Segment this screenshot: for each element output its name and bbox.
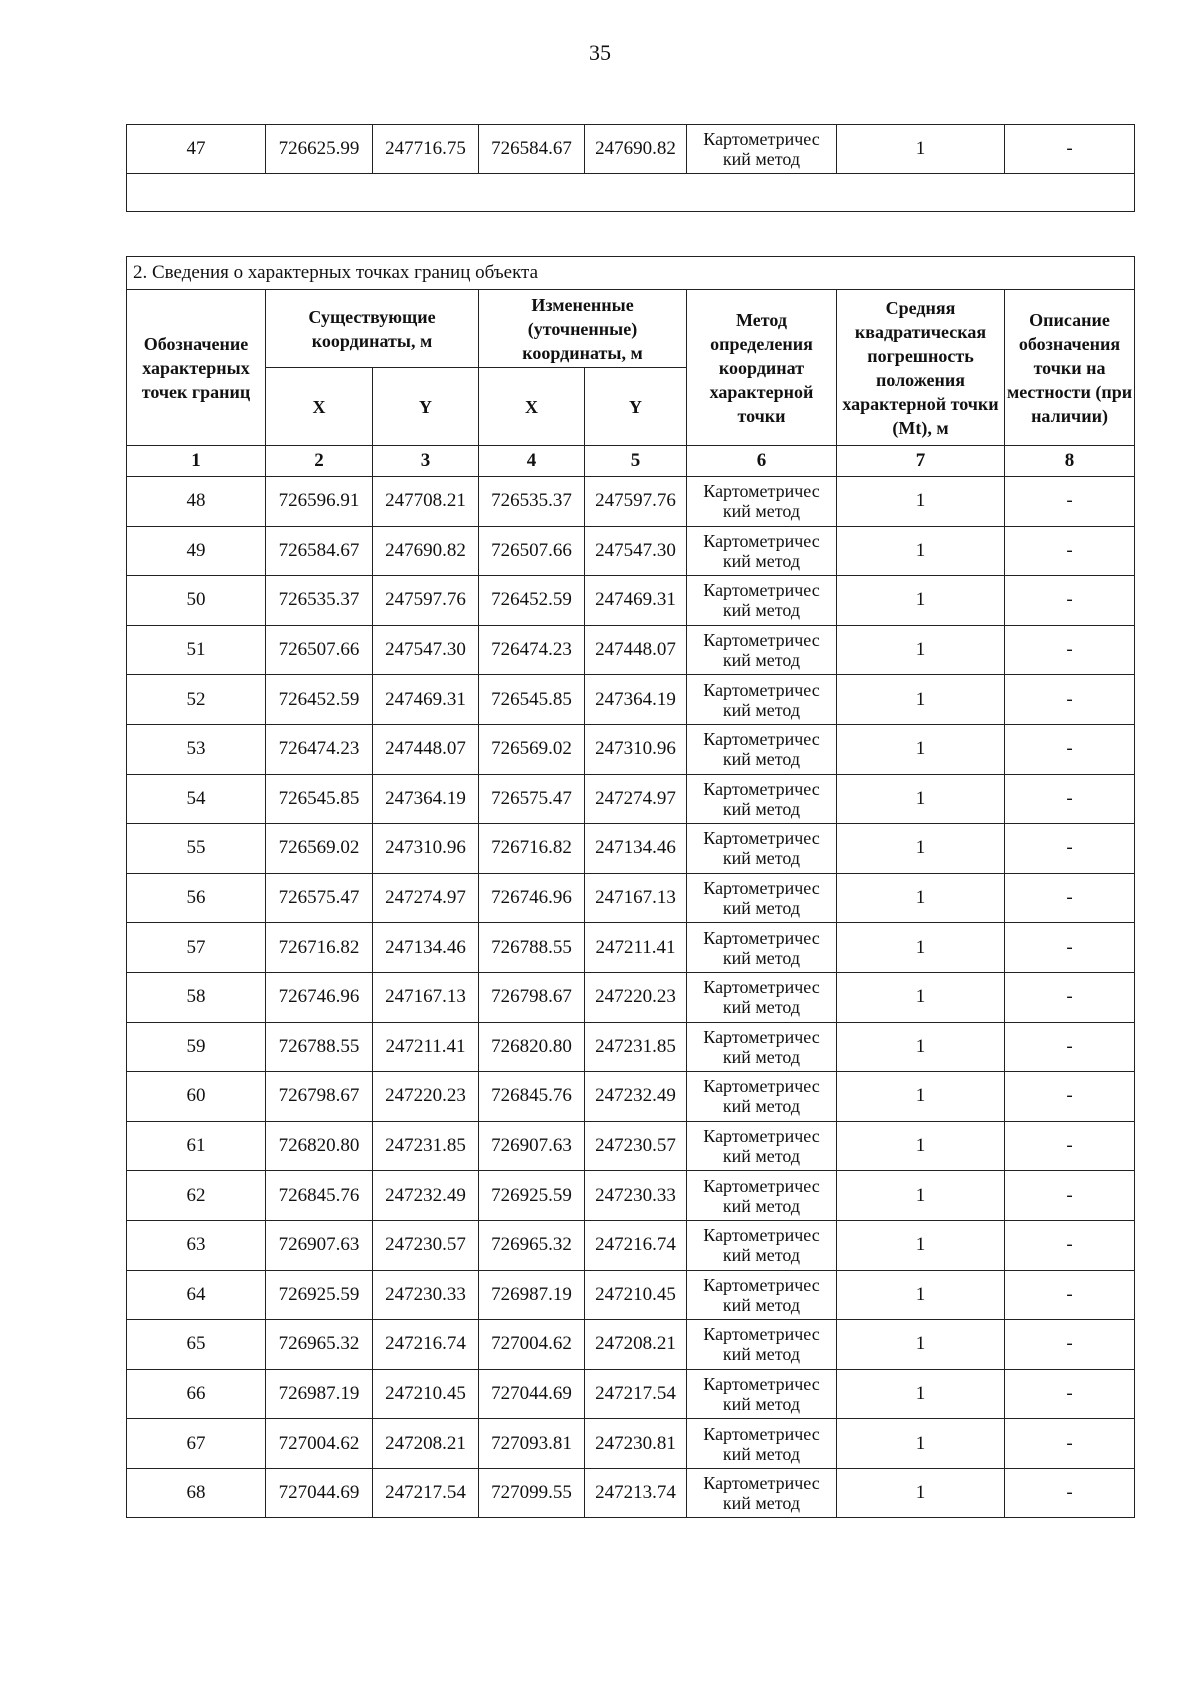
y-existing-cell: 247708.21 bbox=[373, 477, 479, 527]
x-existing-cell: 726746.96 bbox=[266, 972, 373, 1022]
method-line-2: кий метод bbox=[722, 1046, 801, 1067]
x-changed-cell: 727099.55 bbox=[479, 1468, 585, 1518]
y-changed-cell: 247310.96 bbox=[585, 724, 687, 774]
x-changed-cell: 727004.62 bbox=[479, 1320, 585, 1370]
method-line-2: кий метод bbox=[722, 1146, 801, 1167]
description-cell: - bbox=[1005, 1022, 1135, 1072]
method-line-2: кий метод bbox=[722, 1294, 801, 1315]
description-cell: - bbox=[1005, 1121, 1135, 1171]
method-line-2: кий метод bbox=[722, 898, 801, 919]
error-cell: 1 bbox=[837, 526, 1005, 576]
y-changed-cell: 247231.85 bbox=[585, 1022, 687, 1072]
y-existing-cell: 247208.21 bbox=[373, 1419, 479, 1469]
error-cell: 1 bbox=[837, 625, 1005, 675]
method-line-1: Картометричес bbox=[703, 1423, 820, 1444]
column-number: 5 bbox=[585, 446, 687, 477]
method-line-2: кий метод bbox=[722, 1344, 801, 1365]
method-cell bbox=[687, 1270, 837, 1320]
header-y-existing: Y bbox=[373, 368, 479, 446]
description-cell: - bbox=[1005, 526, 1135, 576]
header-point: Обозначение характерных точек границ bbox=[127, 290, 266, 446]
point-cell: 54 bbox=[127, 774, 266, 824]
y-existing-cell: 247231.85 bbox=[373, 1121, 479, 1171]
column-number: 7 bbox=[837, 446, 1005, 477]
point-cell: 60 bbox=[127, 1072, 266, 1122]
page-number: 35 bbox=[589, 40, 611, 65]
table-row bbox=[127, 774, 1135, 824]
method-cell bbox=[687, 1220, 837, 1270]
description-cell: - bbox=[1005, 972, 1135, 1022]
table-row bbox=[127, 576, 1135, 626]
table-row bbox=[127, 1468, 1135, 1518]
x-changed-cell: 726545.85 bbox=[479, 675, 585, 725]
column-number: 1 bbox=[127, 446, 266, 477]
y-existing-cell: 247216.74 bbox=[373, 1320, 479, 1370]
point-cell: 51 bbox=[127, 625, 266, 675]
point-cell: 59 bbox=[127, 1022, 266, 1072]
description-cell: - bbox=[1005, 1468, 1135, 1518]
y-existing-cell: 247364.19 bbox=[373, 774, 479, 824]
error-cell: 1 bbox=[837, 1171, 1005, 1221]
x-existing-cell: 726575.47 bbox=[266, 873, 373, 923]
table-row bbox=[127, 972, 1135, 1022]
method-line-1: Картометричес bbox=[703, 828, 820, 849]
header-description: Описание обозначения точки на местности (при наличии) bbox=[1005, 290, 1135, 446]
x-changed-cell: 727093.81 bbox=[479, 1419, 585, 1469]
method-line-2: кий метод bbox=[722, 600, 801, 621]
method-line-1: Картометричес bbox=[703, 927, 820, 948]
x-existing-cell: 726798.67 bbox=[266, 1072, 373, 1122]
y-changed-cell: 247208.21 bbox=[585, 1320, 687, 1370]
header-existing: Существующие координаты, м bbox=[266, 290, 479, 368]
empty-row bbox=[127, 174, 1135, 212]
description-cell: - bbox=[1005, 873, 1135, 923]
description-cell: - bbox=[1005, 724, 1135, 774]
y-changed-cell: 247597.76 bbox=[585, 477, 687, 527]
method-line-2: кий метод bbox=[722, 1493, 801, 1514]
method-line-1: Картометричес bbox=[703, 1473, 820, 1494]
description-cell: - bbox=[1005, 1369, 1135, 1419]
table-row bbox=[127, 1369, 1135, 1419]
y-changed-cell: 247232.49 bbox=[585, 1072, 687, 1122]
method-line-1: Картометричес bbox=[703, 1373, 820, 1394]
y-changed-cell: 247217.54 bbox=[585, 1369, 687, 1419]
method-cell bbox=[687, 1320, 837, 1370]
y-changed-cell: 247167.13 bbox=[585, 873, 687, 923]
header-x-changed: X bbox=[479, 368, 585, 446]
x-existing-cell: 726625.99 bbox=[266, 125, 373, 174]
error-cell: 1 bbox=[837, 1320, 1005, 1370]
method-line-1: Картометричес bbox=[703, 1126, 820, 1147]
method-cell bbox=[687, 1171, 837, 1221]
error-cell: 1 bbox=[837, 724, 1005, 774]
method-cell bbox=[687, 125, 837, 174]
description-cell: - bbox=[1005, 1171, 1135, 1221]
method-line-2: кий метод bbox=[722, 1195, 801, 1216]
description-cell: - bbox=[1005, 1072, 1135, 1122]
description-cell: - bbox=[1005, 576, 1135, 626]
method-line-1: Картометричес bbox=[703, 679, 820, 700]
method-line-2: кий метод bbox=[722, 1096, 801, 1117]
point-cell: 58 bbox=[127, 972, 266, 1022]
y-existing-cell: 247597.76 bbox=[373, 576, 479, 626]
method-cell bbox=[687, 477, 837, 527]
x-existing-cell: 726788.55 bbox=[266, 1022, 373, 1072]
x-changed-cell: 726925.59 bbox=[479, 1171, 585, 1221]
table-row bbox=[127, 923, 1135, 973]
x-existing-cell: 726845.76 bbox=[266, 1171, 373, 1221]
y-existing-cell: 247469.31 bbox=[373, 675, 479, 725]
point-cell: 61 bbox=[127, 1121, 266, 1171]
section-title: 2. Сведения о характерных точках границ объекта bbox=[127, 257, 1135, 290]
method-cell bbox=[687, 576, 837, 626]
method-line-1: Картометричес bbox=[703, 1274, 820, 1295]
y-changed-cell: 247230.33 bbox=[585, 1171, 687, 1221]
x-existing-cell: 726507.66 bbox=[266, 625, 373, 675]
method-line-1: Картометричес bbox=[703, 729, 820, 750]
table-row bbox=[127, 625, 1135, 675]
y-existing-cell: 247217.54 bbox=[373, 1468, 479, 1518]
x-changed-cell: 726569.02 bbox=[479, 724, 585, 774]
point-cell: 52 bbox=[127, 675, 266, 725]
method-line-2: кий метод bbox=[722, 501, 801, 522]
x-changed-cell: 726845.76 bbox=[479, 1072, 585, 1122]
x-changed-cell: 726575.47 bbox=[479, 774, 585, 824]
point-cell: 67 bbox=[127, 1419, 266, 1469]
description-cell: - bbox=[1005, 824, 1135, 874]
point-cell: 56 bbox=[127, 873, 266, 923]
y-existing-cell: 247167.13 bbox=[373, 972, 479, 1022]
y-changed-cell: 247213.74 bbox=[585, 1468, 687, 1518]
method-line-1: Картометричес bbox=[703, 580, 820, 601]
method-cell bbox=[687, 724, 837, 774]
x-existing-cell: 726545.85 bbox=[266, 774, 373, 824]
method-line-2: кий метод bbox=[722, 947, 801, 968]
error-cell: 1 bbox=[837, 1022, 1005, 1072]
table-row bbox=[127, 873, 1135, 923]
x-existing-cell: 726907.63 bbox=[266, 1220, 373, 1270]
method-cell bbox=[687, 824, 837, 874]
x-changed-cell: 726798.67 bbox=[479, 972, 585, 1022]
method-cell bbox=[687, 1419, 837, 1469]
column-number: 8 bbox=[1005, 446, 1135, 477]
method-line-1: Картометричес bbox=[703, 129, 820, 149]
y-changed-cell: 247230.57 bbox=[585, 1121, 687, 1171]
point-cell: 65 bbox=[127, 1320, 266, 1370]
point-cell: 66 bbox=[127, 1369, 266, 1419]
x-existing-cell: 726452.59 bbox=[266, 675, 373, 725]
y-existing-cell: 247134.46 bbox=[373, 923, 479, 973]
table-row bbox=[127, 675, 1135, 725]
y-changed-cell: 247690.82 bbox=[585, 125, 687, 174]
y-existing-cell: 247716.75 bbox=[373, 125, 479, 174]
continuation-table bbox=[126, 124, 1135, 212]
method-line-2: кий метод bbox=[722, 650, 801, 671]
column-number: 3 bbox=[373, 446, 479, 477]
method-cell bbox=[687, 1121, 837, 1171]
table-row bbox=[127, 1220, 1135, 1270]
y-existing-cell: 247210.45 bbox=[373, 1369, 479, 1419]
x-existing-cell: 726474.23 bbox=[266, 724, 373, 774]
table-row bbox=[127, 1270, 1135, 1320]
x-existing-cell: 726925.59 bbox=[266, 1270, 373, 1320]
x-changed-cell: 726584.67 bbox=[479, 125, 585, 174]
method-cell bbox=[687, 923, 837, 973]
method-line-2: кий метод bbox=[722, 1245, 801, 1266]
y-existing-cell: 247547.30 bbox=[373, 625, 479, 675]
description-cell: - bbox=[1005, 774, 1135, 824]
header-x-existing: X bbox=[266, 368, 373, 446]
y-existing-cell: 247274.97 bbox=[373, 873, 479, 923]
x-changed-cell: 726987.19 bbox=[479, 1270, 585, 1320]
error-cell: 1 bbox=[837, 477, 1005, 527]
description-cell: - bbox=[1005, 923, 1135, 973]
x-changed-cell: 726907.63 bbox=[479, 1121, 585, 1171]
y-changed-cell: 247220.23 bbox=[585, 972, 687, 1022]
y-changed-cell: 247364.19 bbox=[585, 675, 687, 725]
point-cell: 64 bbox=[127, 1270, 266, 1320]
method-line-1: Картометричес bbox=[703, 977, 820, 998]
table-row bbox=[127, 1022, 1135, 1072]
table-row bbox=[127, 724, 1135, 774]
method-line-1: Картометричес bbox=[703, 530, 820, 551]
y-existing-cell: 247220.23 bbox=[373, 1072, 479, 1122]
method-line-1: Картометричес bbox=[703, 1324, 820, 1345]
description-cell: - bbox=[1005, 125, 1135, 174]
x-existing-cell: 726965.32 bbox=[266, 1320, 373, 1370]
x-changed-cell: 726965.32 bbox=[479, 1220, 585, 1270]
method-line-2: кий метод bbox=[722, 1443, 801, 1464]
table-row bbox=[127, 526, 1135, 576]
error-cell: 1 bbox=[837, 774, 1005, 824]
table-row bbox=[127, 1171, 1135, 1221]
method-line-2: кий метод bbox=[722, 699, 801, 720]
x-existing-cell: 727044.69 bbox=[266, 1468, 373, 1518]
description-cell: - bbox=[1005, 1320, 1135, 1370]
method-cell bbox=[687, 972, 837, 1022]
point-cell: 62 bbox=[127, 1171, 266, 1221]
error-cell: 1 bbox=[837, 972, 1005, 1022]
y-changed-cell: 247210.45 bbox=[585, 1270, 687, 1320]
column-number: 4 bbox=[479, 446, 585, 477]
method-line-1: Картометричес bbox=[703, 481, 820, 502]
point-cell: 53 bbox=[127, 724, 266, 774]
table-row bbox=[127, 477, 1135, 527]
table-row bbox=[127, 824, 1135, 874]
method-line-2: кий метод bbox=[722, 149, 801, 169]
y-changed-cell: 247274.97 bbox=[585, 774, 687, 824]
error-cell: 1 bbox=[837, 873, 1005, 923]
method-cell bbox=[687, 774, 837, 824]
method-line-1: Картометричес bbox=[703, 878, 820, 899]
y-existing-cell: 247310.96 bbox=[373, 824, 479, 874]
method-cell bbox=[687, 1022, 837, 1072]
method-line-2: кий метод bbox=[722, 550, 801, 571]
point-cell: 55 bbox=[127, 824, 266, 874]
error-cell: 1 bbox=[837, 125, 1005, 174]
error-cell: 1 bbox=[837, 1072, 1005, 1122]
method-cell bbox=[687, 1468, 837, 1518]
x-changed-cell: 726452.59 bbox=[479, 576, 585, 626]
x-changed-cell: 726788.55 bbox=[479, 923, 585, 973]
description-cell: - bbox=[1005, 1220, 1135, 1270]
y-existing-cell: 247448.07 bbox=[373, 724, 479, 774]
header-changed: Измененные (уточненные) координаты, м bbox=[479, 290, 687, 368]
y-existing-cell: 247230.33 bbox=[373, 1270, 479, 1320]
table-row bbox=[127, 1419, 1135, 1469]
method-cell bbox=[687, 526, 837, 576]
error-cell: 1 bbox=[837, 576, 1005, 626]
y-changed-cell: 247216.74 bbox=[585, 1220, 687, 1270]
method-cell bbox=[687, 625, 837, 675]
error-cell: 1 bbox=[837, 824, 1005, 874]
header-method: Метод определения координат характерной точки bbox=[687, 290, 837, 446]
y-existing-cell: 247230.57 bbox=[373, 1220, 479, 1270]
point-cell: 48 bbox=[127, 477, 266, 527]
point-cell: 63 bbox=[127, 1220, 266, 1270]
description-cell: - bbox=[1005, 625, 1135, 675]
description-cell: - bbox=[1005, 1270, 1135, 1320]
header-error: Средняя квадратическая погрешность положения характерной точки (Mt), м bbox=[837, 290, 1005, 446]
error-cell: 1 bbox=[837, 1220, 1005, 1270]
description-cell: - bbox=[1005, 477, 1135, 527]
method-cell bbox=[687, 675, 837, 725]
error-cell: 1 bbox=[837, 923, 1005, 973]
point-cell: 49 bbox=[127, 526, 266, 576]
error-cell: 1 bbox=[837, 1419, 1005, 1469]
x-changed-cell: 726507.66 bbox=[479, 526, 585, 576]
method-line-1: Картометричес bbox=[703, 630, 820, 651]
x-changed-cell: 726535.37 bbox=[479, 477, 585, 527]
y-changed-cell: 247230.81 bbox=[585, 1419, 687, 1469]
method-line-2: кий метод bbox=[722, 997, 801, 1018]
x-changed-cell: 726746.96 bbox=[479, 873, 585, 923]
method-cell bbox=[687, 873, 837, 923]
x-existing-cell: 726535.37 bbox=[266, 576, 373, 626]
y-changed-cell: 247469.31 bbox=[585, 576, 687, 626]
table-row bbox=[127, 1121, 1135, 1171]
point-cell: 47 bbox=[127, 125, 266, 174]
x-existing-cell: 726987.19 bbox=[266, 1369, 373, 1419]
y-changed-cell: 247134.46 bbox=[585, 824, 687, 874]
column-number: 6 bbox=[687, 446, 837, 477]
method-line-1: Картометричес bbox=[703, 1026, 820, 1047]
description-cell: - bbox=[1005, 1419, 1135, 1469]
method-line-2: кий метод bbox=[722, 848, 801, 869]
method-line-1: Картометричес bbox=[703, 1076, 820, 1097]
y-existing-cell: 247232.49 bbox=[373, 1171, 479, 1221]
x-existing-cell: 726596.91 bbox=[266, 477, 373, 527]
x-existing-cell: 726569.02 bbox=[266, 824, 373, 874]
description-cell: - bbox=[1005, 675, 1135, 725]
column-numbers-row bbox=[127, 446, 1135, 477]
error-cell: 1 bbox=[837, 1270, 1005, 1320]
error-cell: 1 bbox=[837, 1468, 1005, 1518]
table-row bbox=[127, 125, 1135, 174]
y-changed-cell: 247448.07 bbox=[585, 625, 687, 675]
method-cell bbox=[687, 1072, 837, 1122]
error-cell: 1 bbox=[837, 1121, 1005, 1171]
method-cell bbox=[687, 1369, 837, 1419]
y-existing-cell: 247690.82 bbox=[373, 526, 479, 576]
x-changed-cell: 726820.80 bbox=[479, 1022, 585, 1072]
x-changed-cell: 727044.69 bbox=[479, 1369, 585, 1419]
x-existing-cell: 727004.62 bbox=[266, 1419, 373, 1469]
table-row bbox=[127, 1320, 1135, 1370]
header-y-changed: Y bbox=[585, 368, 687, 446]
method-line-2: кий метод bbox=[722, 1393, 801, 1414]
error-cell: 1 bbox=[837, 1369, 1005, 1419]
y-changed-cell: 247547.30 bbox=[585, 526, 687, 576]
y-existing-cell: 247211.41 bbox=[373, 1022, 479, 1072]
table-row bbox=[127, 1072, 1135, 1122]
x-changed-cell: 726474.23 bbox=[479, 625, 585, 675]
x-existing-cell: 726584.67 bbox=[266, 526, 373, 576]
method-line-2: кий метод bbox=[722, 749, 801, 770]
method-line-1: Картометричес bbox=[703, 1175, 820, 1196]
method-line-1: Картометричес bbox=[703, 778, 820, 799]
column-number: 2 bbox=[266, 446, 373, 477]
method-line-2: кий метод bbox=[722, 798, 801, 819]
point-cell: 57 bbox=[127, 923, 266, 973]
boundary-points-table bbox=[126, 256, 1135, 1518]
x-existing-cell: 726716.82 bbox=[266, 923, 373, 973]
point-cell: 50 bbox=[127, 576, 266, 626]
error-cell: 1 bbox=[837, 675, 1005, 725]
x-changed-cell: 726716.82 bbox=[479, 824, 585, 874]
y-changed-cell: 247211.41 bbox=[585, 923, 687, 973]
method-line-1: Картометричес bbox=[703, 1225, 820, 1246]
point-cell: 68 bbox=[127, 1468, 266, 1518]
x-existing-cell: 726820.80 bbox=[266, 1121, 373, 1171]
